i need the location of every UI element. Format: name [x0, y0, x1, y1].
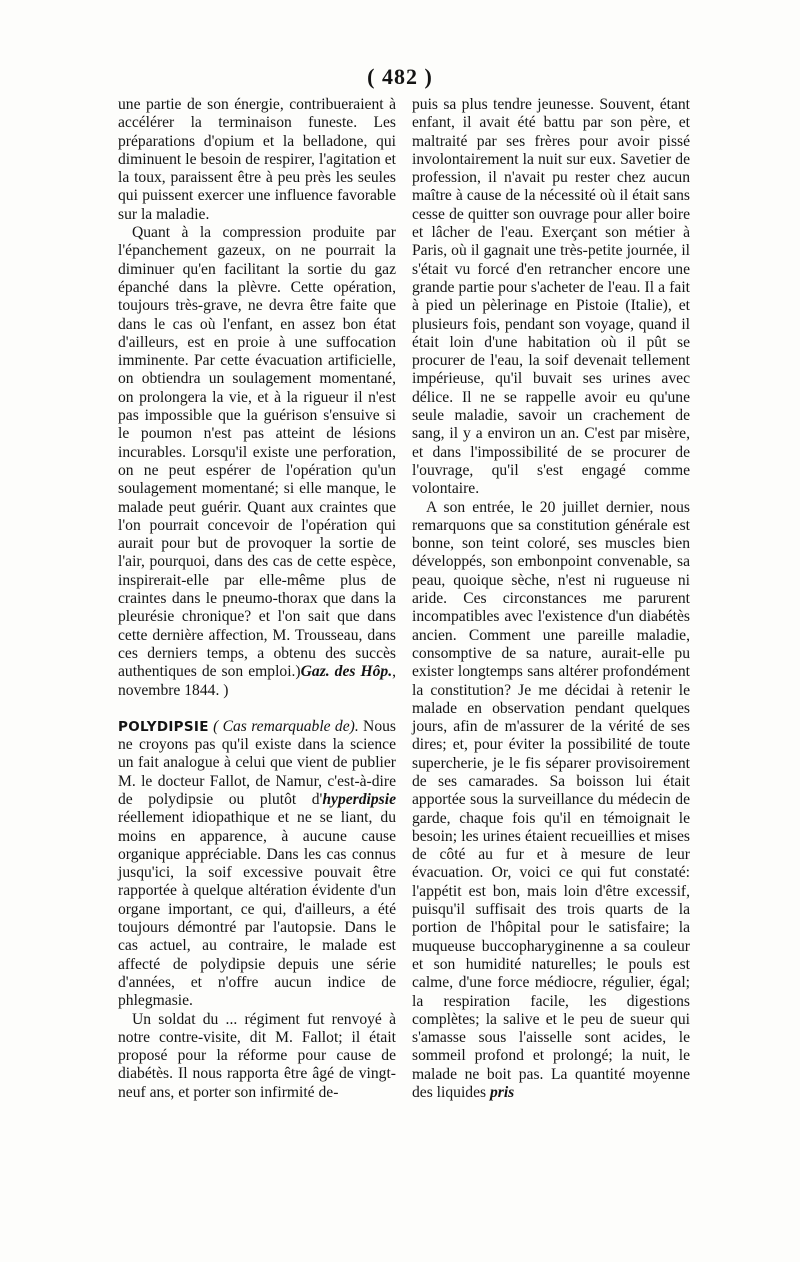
citation-date: , novembre 1844. ): [118, 663, 397, 699]
page-number: ( 482 ): [367, 64, 433, 89]
compression-text: Quant à la compression produite par l'épanchement gazeux, on ne pourrait la diminuer qu'en facilitant la sortie du gaz épanché dans la plèvre. Cette opération, toujours très-grave, ne devra être faite que dans le cas où l'enfant, en assez bon état d'ailleurs, est en proie à une suffocation imminente. Par cette évacuation artificielle, on obtiendra un soulagement momentané, on prolongera la vie, et à la rigueur il n'est pas impossible que la guérison s'ensuive si le poumon n'est pas atteint de lésions incurables. Lorsqu'il existe une perforation, on ne peut espérer de l'opération qu'un soulagement momentané; si elle manque, le malade peut guérir. Quant aux craintes que l'on pourrait concevoir de l'opération qui aurait pour but de provoquer la sortie de l'air, pourquoi, dans des cas de cette espèce, inspirerait-elle par elle-même plus de craintes dans le pneumo-thorax que dans la pleurésie chronique? et l'on sait que dans cette dernière affection, M. Trousseau, dans ces derniers temps, a obtenu des succès authentiques de son emploi.): [118, 224, 396, 681]
paragraph-jeunesse: puis sa plus tendre jeunesse. Souvent, étant enfant, il avait été battu par son père, et maltraité par ses frères pour avoir pissé involontairement la nuit sur eux. Savetier de profession, il n'avait pu rester chez aucun maître à cause de la nécessité où il était sans cesse de quitter son ouvrage pour aller boire et lâcher de l'eau. Exerçant son métier à Paris, où il gagnait une très-petite journée, il s'était vu forcé d'en retrancher encore une grande partie pour s'acheter de l'eau. Il a fait à pied un pèlerinage en Pistoie (Italie), et plusieurs fois, pendant son voyage, quand il était loin d'une habitation où il pût se procurer de l'eau, la soif devenait tellement impérieuse, qu'il buvait ses urines avec délice. Il ne se rappelle avoir eu qu'une seule maladie, savoir un crachement de sang, il y a environ un an. C'est par misère, et dans l'impossibilité de se procurer de l'ouvrage, qu'il s'est engagé comme volontaire.: [412, 96, 690, 498]
hyperdipsie-term: hyperdipsie: [322, 790, 396, 808]
polydipsie-text-b: réellement idiopathique et ne se liant, du moins en apparence, à aucune cause organique appréciable. Dans les cas connus jusqu'ici, la soif excessive pouvait être rapportée à quelque altération évidente d'un organe important, ce qui, d'ailleurs, a été toujours démontré par l'autopsie. Dans le cas actuel, au contraire, le malade est affecté de polydipsie depuis une série d'années, et n'offre aucun indice de phlegmasie.: [118, 809, 396, 1010]
entry-subheading: ( Cas remarquable de).: [213, 717, 359, 735]
catchword-pris: pris: [489, 1084, 515, 1102]
entree-text: A son entrée, le 20 juillet dernier, nous remarquons que sa constitution générale est bonne, son teint coloré, ses muscles bien développés, son embonpoint convenable, sa peau, quoique sèche, n'est ni rugueuse ni aride. Ces circonstances me parurent incompatibles avec l'existence d'un diabétès ancien. Comment une pareille maladie, consomptive de sa nature, aurait-elle pu exister longtemps sans altérer profondément la constitution? Je me décidai à retenir le malade en observation pendant quelques jours, afin de m'assurer de la vérité de ses dires; et, pour éviter la possibilité de toute supercherie, je le fis séparer provisoirement de ses camarades. Sa boisson lui était apportée sous la surveillance du médecin de garde, chaque fois qu'il en témoignait le besoin; les urines étaient recueillies et mises de côté au fur et à mesure de leur évacuation. Or, voici ce qui fut constaté: l'appétit est bon, mais loin d'être excessif, puisqu'il suffisait des trois quarts de la portion de l'hôpital pour le satisfaire; la muqueuse buccopharyginenne a sa couleur et son humidité naturelles; le pouls est calme, d'une force médiocre, régulier, égal; la respiration facile, les digestions complètes; la salive et le peu de sueur qui s'amasse sous l'aisselle sont acides, le sommeil profond et prolongé; la nuit, le malade ne boit pas. La quantité moyenne des liquides: [412, 498, 690, 1102]
paragraph-entree: [412, 499, 690, 1103]
paragraph-soldat: Un soldat du ... régiment fut renvoyé à notre contre-visite, dit M. Fallot; il était proposé pour la réforme pour cause de diabétès. Il nous rapporta être âgé de vingt-neuf ans, et porter son infirmité de-: [118, 1010, 396, 1101]
paragraph-opium: une partie de son énergie, contribueraient à accélérer la terminaison funeste. Les préparations d'opium et la belladone, qui diminuent le besoin de respirer, l'agitation et la toux, paraissent être à peu près les seules qui puissent exercer une influence favorable sur la maladie.: [118, 96, 396, 223]
paragraph-polydipsie: [118, 718, 396, 1011]
left-column: [118, 96, 396, 1102]
source-citation: Gaz. des Hôp.: [300, 663, 393, 681]
polydipsie-text-a: Nous ne croyons pas qu'il existe dans la science un fait analogue à celui que vient de publier M. le docteur Fallot, de Namur, c'est-à-dire de polydipsie ou plutôt d': [118, 717, 396, 808]
entry-heading: POLYDIPSIE: [118, 718, 209, 735]
right-column: [412, 96, 690, 1102]
paragraph-compression: [118, 224, 396, 700]
